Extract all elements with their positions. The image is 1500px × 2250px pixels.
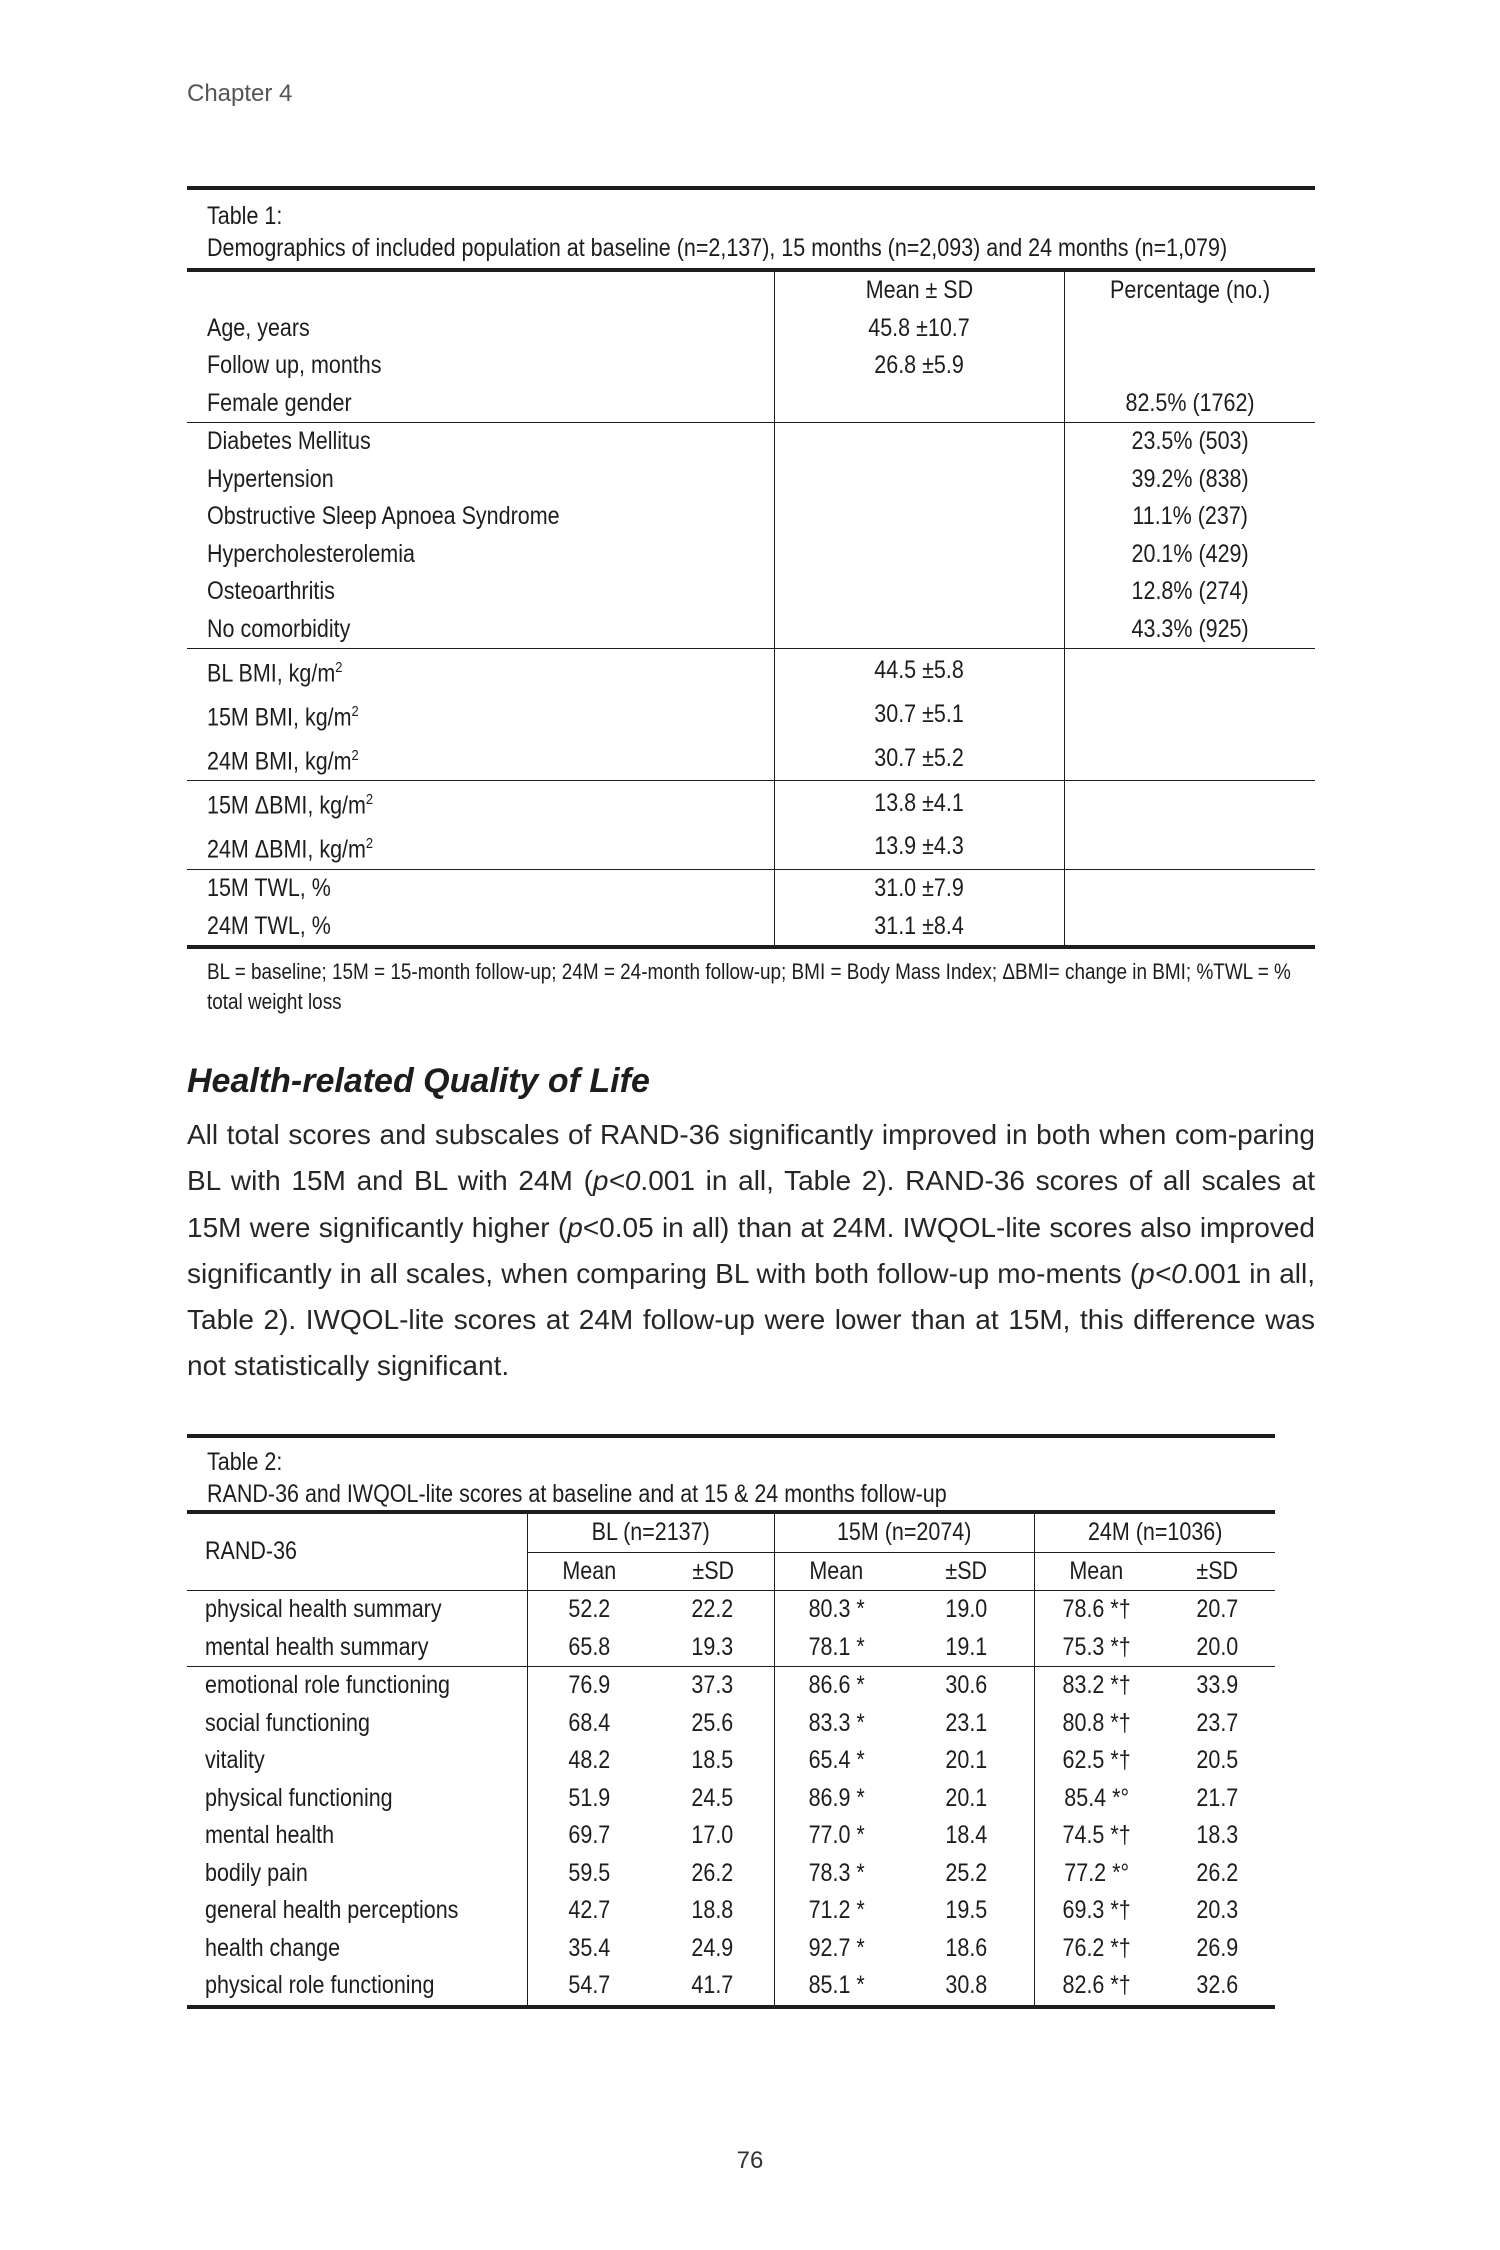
mean-sd-cell: 31.0 ±7.9 <box>874 874 964 903</box>
value-cell: 69.3 *† <box>1062 1896 1131 1924</box>
table-row <box>187 423 1315 461</box>
table-row <box>187 1629 1275 1667</box>
superscript: 2 <box>351 702 359 720</box>
row-label: physical health summary <box>205 1595 442 1623</box>
value-cell: 18.8 <box>691 1896 734 1924</box>
value-cell: 77.2 *° <box>1064 1858 1130 1887</box>
mean-sd-cell: 13.8 ±4.1 <box>874 788 964 817</box>
superscript: 2 <box>365 791 374 809</box>
page-number: 76 <box>736 2147 764 2174</box>
value-cell: 65.8 <box>568 1632 611 1661</box>
sub-header-sd: ±SD <box>1196 1556 1238 1585</box>
table-row <box>187 693 1315 737</box>
value-cell: 19.5 <box>945 1896 988 1924</box>
row-label: mental health summary <box>205 1632 429 1661</box>
table-row <box>187 310 1315 348</box>
value-cell: 19.0 <box>945 1595 988 1623</box>
col-header-mean: Mean ± SD <box>865 276 973 304</box>
table-row <box>187 573 1315 611</box>
value-cell: 24.9 <box>691 1933 734 1962</box>
table-row <box>187 611 1315 649</box>
value-cell: 18.3 <box>1196 1821 1238 1849</box>
value-cell: 20.1 <box>945 1783 988 1812</box>
table-row <box>187 461 1315 499</box>
table-row <box>187 825 1315 869</box>
row-label: Hypertension <box>207 464 334 493</box>
value-cell: 42.7 <box>568 1896 611 1924</box>
value-cell: 23.1 <box>945 1708 988 1737</box>
table-row <box>187 1930 1275 1968</box>
percentage-cell: 23.5% (503) <box>1131 427 1249 455</box>
table-row <box>187 1705 1275 1743</box>
section-heading: Health-related Quality of Life <box>187 1062 650 1100</box>
value-cell: 18.6 <box>945 1933 988 1962</box>
percentage-cell: 12.8% (274) <box>1131 577 1249 605</box>
row-label: 15M BMI, $kg/m^2$ <box>207 702 359 732</box>
value-cell: 69.7 <box>568 1821 611 1849</box>
value-cell: 80.3 * <box>808 1595 865 1623</box>
value-cell: 25.6 <box>691 1708 734 1737</box>
value-cell: 20.5 <box>1196 1746 1238 1774</box>
row-label: No comorbidity <box>207 614 351 643</box>
value-cell: 26.2 <box>1196 1858 1238 1887</box>
row-header-rand36: RAND-36 <box>205 1537 298 1566</box>
value-cell: 25.2 <box>945 1858 988 1887</box>
value-cell: 86.6 * <box>808 1671 865 1699</box>
row-label: Diabetes Mellitus <box>207 427 371 455</box>
row-label: Obstructive Sleep Apnoea Syndrome <box>207 502 560 530</box>
value-cell: 20.1 <box>945 1746 988 1774</box>
table-1-footnote: BL = baseline; 15M = 15-month follow-up; 24M = 24-month follow-up; BMI = Body Mass Index; ΔBMI= change in BMI; %TWL = % total weight loss <box>207 959 1291 1015</box>
value-cell: 20.0 <box>1196 1632 1238 1661</box>
row-label: 15M TWL, % <box>207 874 331 903</box>
table-row <box>187 1742 1275 1780</box>
value-cell: 35.4 <box>568 1933 611 1962</box>
value-cell: 82.6 *† <box>1062 1971 1131 1999</box>
row-label: emotional role functioning <box>205 1671 451 1699</box>
value-cell: 59.5 <box>568 1858 611 1887</box>
value-cell: 19.3 <box>691 1632 734 1661</box>
body-paragraph: All total scores and subscales of RAND-36 significantly improved in both when com-paring BL with 15M and BL with 24M (p<0.001 in all, Table 2). RAND-36 scores of all scales at 15M were significantly higher (p<0.05 in all) than at 24M. IWQOL-lite scores also improved significantly in all scales, when comparing BL with both follow-up mo-ments (p<0.001 in all, Table 2). IWQOL-lite scores at 24M follow-up were lower than at 15M, this difference was not statistically significant. <box>187 1119 1316 1382</box>
value-cell: 92.7 * <box>808 1933 865 1962</box>
row-label: BL BMI, $kg/m^2$ <box>207 659 343 688</box>
percentage-cell: 11.1% (237) <box>1131 502 1248 530</box>
sub-header-sd: ±SD <box>691 1556 734 1585</box>
row-label: 24M ΔBMI, $kg/m^2$ <box>207 835 374 864</box>
value-cell: 32.6 <box>1196 1971 1238 1999</box>
value-cell: 41.7 <box>691 1971 734 1999</box>
mean-sd-cell: 26.8 ±5.9 <box>874 351 964 379</box>
table-row <box>187 385 1315 423</box>
sub-header-mean: Mean <box>1069 1556 1124 1585</box>
table-row <box>187 649 1315 693</box>
row-label: Female gender <box>207 388 352 417</box>
table-row <box>187 870 1315 908</box>
value-cell: 75.3 *† <box>1062 1632 1131 1661</box>
row-label: Osteoarthritis <box>207 577 335 605</box>
superscript: 2 <box>335 659 343 676</box>
value-cell: 78.6 *† <box>1062 1595 1131 1623</box>
col-header-percentage: Percentage (no.) <box>1109 276 1270 304</box>
value-cell: 85.1 * <box>808 1971 865 1999</box>
table-2-caption: Table 2: RAND-36 and IWQOL-lite scores at baseline and at 15 & 24 months follow-up <box>207 1448 947 1508</box>
value-cell: 19.1 <box>945 1632 988 1661</box>
mean-sd-cell: 30.7 ±5.2 <box>874 743 964 772</box>
running-head: Chapter 4 <box>187 80 293 107</box>
table-1 <box>187 186 1315 1017</box>
row-label: 24M BMI, $kg/m^2$ <box>207 746 359 775</box>
value-cell: 48.2 <box>568 1746 611 1774</box>
value-cell: 33.9 <box>1196 1671 1238 1699</box>
row-label: 24M TWL, % <box>207 911 331 940</box>
row-label: physical functioning <box>205 1783 393 1812</box>
sub-header-sd: ±SD <box>945 1556 988 1585</box>
row-label: health change <box>205 1933 341 1962</box>
value-cell: 71.2 * <box>808 1896 865 1924</box>
table-row <box>187 1855 1275 1893</box>
value-cell: 18.5 <box>691 1746 734 1774</box>
row-label: vitality <box>205 1746 265 1774</box>
row-label: general health perceptions <box>205 1896 459 1924</box>
percentage-cell: 43.3% (925) <box>1131 614 1249 643</box>
value-cell: 26.2 <box>691 1858 734 1887</box>
table-row <box>187 1892 1275 1930</box>
row-label: Follow up, months <box>207 351 382 379</box>
table-row <box>187 781 1315 825</box>
row-label: mental health <box>205 1821 335 1849</box>
table-row <box>187 347 1315 385</box>
group-header-bl: BL (n=2137) <box>591 1518 710 1546</box>
value-cell: 78.1 * <box>808 1632 865 1661</box>
table-header-row <box>187 272 1315 310</box>
table-2-body <box>187 1514 1275 2005</box>
table-2-group-header-row <box>187 1514 1275 1552</box>
table-1-caption: Table 1: Demographics of included population at baseline (n=2,137), 15 months (n=2,093) and 24 months (n=1,079) <box>207 202 1228 262</box>
row-label: Hypercholesterolemia <box>207 539 415 568</box>
table-row <box>187 908 1315 946</box>
sub-header-mean: Mean <box>809 1556 864 1585</box>
mean-sd-cell: 13.9 ±4.3 <box>874 832 964 861</box>
value-cell: 37.3 <box>691 1671 734 1699</box>
value-cell: 83.2 *† <box>1062 1671 1131 1699</box>
row-label: bodily pain <box>205 1858 308 1887</box>
percentage-cell: 39.2% (838) <box>1131 464 1249 493</box>
value-cell: 30.8 <box>945 1971 988 1999</box>
value-cell: 24.5 <box>691 1783 734 1812</box>
value-cell: 23.7 <box>1196 1708 1238 1737</box>
value-cell: 54.7 <box>568 1971 611 1999</box>
sub-header-mean: Mean <box>562 1556 617 1585</box>
table-row <box>187 737 1315 781</box>
mean-sd-cell: 44.5 ±5.8 <box>874 656 964 685</box>
value-cell: 65.4 * <box>808 1746 865 1774</box>
table-row <box>187 1667 1275 1705</box>
value-cell: 83.3 * <box>808 1708 865 1737</box>
value-cell: 20.3 <box>1196 1896 1238 1924</box>
table-1-body <box>187 272 1315 945</box>
value-cell: 74.5 *† <box>1062 1821 1131 1849</box>
value-cell: 76.2 *† <box>1062 1933 1131 1962</box>
superscript: 2 <box>351 746 359 764</box>
group-header-15m: 15M (n=2074) <box>836 1518 972 1546</box>
row-label: Age, years <box>207 313 310 342</box>
table-row <box>187 498 1315 536</box>
value-cell: 68.4 <box>568 1708 611 1737</box>
percentage-cell: 20.1% (429) <box>1131 539 1249 568</box>
superscript: 2 <box>365 835 374 853</box>
row-label: 15M ΔBMI, $kg/m^2$ <box>207 791 374 820</box>
table-row <box>187 1817 1275 1855</box>
table-row <box>187 1591 1275 1629</box>
value-cell: 20.7 <box>1196 1595 1238 1623</box>
value-cell: 78.3 * <box>808 1858 865 1887</box>
mean-sd-cell: 30.7 ±5.1 <box>874 699 964 728</box>
value-cell: 18.4 <box>945 1821 988 1849</box>
table-row <box>187 536 1315 574</box>
mean-sd-cell: 31.1 ±8.4 <box>874 911 964 940</box>
table-row <box>187 1967 1275 2005</box>
percentage-cell: 82.5% (1762) <box>1125 388 1255 417</box>
group-header-24m: 24M (n=1036) <box>1087 1518 1223 1546</box>
value-cell: 30.6 <box>945 1671 988 1699</box>
value-cell: 85.4 *° <box>1064 1783 1130 1812</box>
row-label: physical role functioning <box>205 1971 435 1999</box>
value-cell: 17.0 <box>691 1821 734 1849</box>
value-cell: 51.9 <box>568 1783 611 1812</box>
value-cell: 80.8 *† <box>1062 1708 1131 1737</box>
value-cell: 22.2 <box>691 1595 734 1623</box>
value-cell: 86.9 * <box>808 1783 865 1812</box>
table-row <box>187 1780 1275 1818</box>
value-cell: 62.5 *† <box>1062 1746 1131 1774</box>
value-cell: 26.9 <box>1196 1933 1238 1962</box>
table-2 <box>187 1434 1275 2009</box>
row-label: social functioning <box>205 1708 370 1737</box>
value-cell: 52.2 <box>568 1595 611 1623</box>
value-cell: 77.0 * <box>808 1821 865 1849</box>
value-cell: 76.9 <box>568 1671 611 1699</box>
value-cell: 21.7 <box>1196 1783 1238 1812</box>
mean-sd-cell: 45.8 ±10.7 <box>868 313 970 342</box>
